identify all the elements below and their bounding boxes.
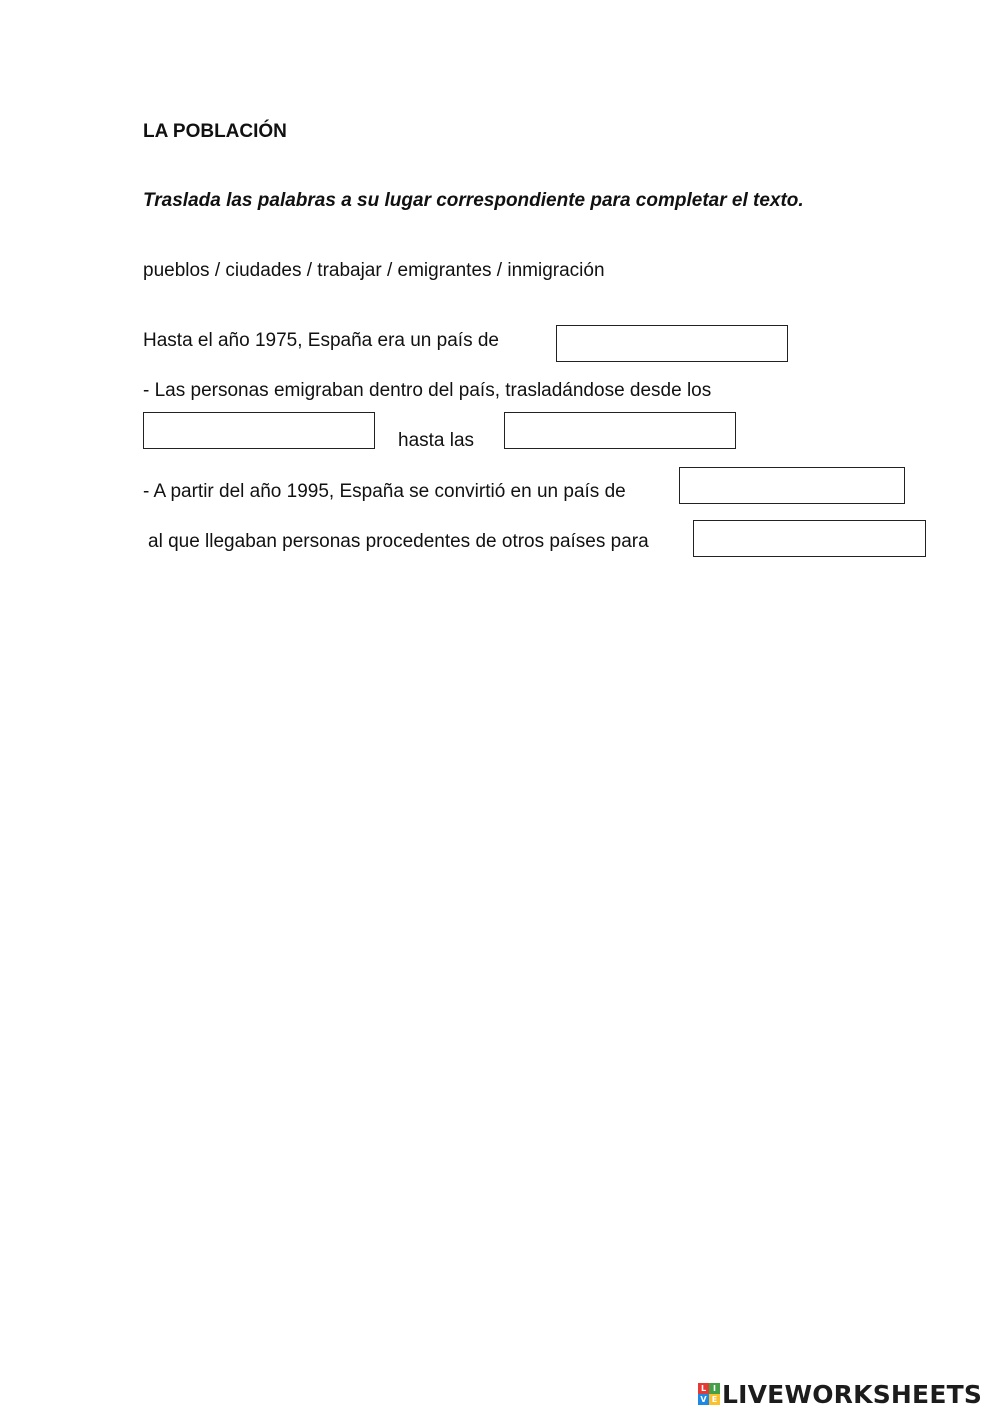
answer-blank-2[interactable] <box>143 412 375 449</box>
brand-name: LIVEWORKSHEETS <box>722 1379 983 1409</box>
logo-letter-e: E <box>709 1394 720 1405</box>
sentence-5-text: al que llegaban personas procedentes de otros países para <box>148 531 649 552</box>
worksheet-title: LA POBLACIÓN <box>143 121 287 142</box>
instruction-text: Traslada las palabras a su lugar correspondiente para completar el texto. <box>143 190 804 211</box>
logo-letter-i: I <box>709 1383 720 1394</box>
answer-blank-3[interactable] <box>504 412 736 449</box>
sentence-3-text: hasta las <box>398 430 475 451</box>
word-bank: pueblos / ciudades / trabajar / emigrantes / inmigración <box>143 260 605 281</box>
liveworksheets-logo-icon <box>698 1383 720 1405</box>
liveworksheets-footer <box>698 1380 982 1408</box>
logo-letter-v: V <box>698 1394 709 1405</box>
sentence-2-text: - Las personas emigraban dentro del país, trasladándose desde los <box>143 380 712 401</box>
answer-blank-5[interactable] <box>693 520 926 557</box>
sentence-1-text: Hasta el año 1975, España era un país de <box>143 330 499 351</box>
answer-blank-1[interactable] <box>556 325 788 362</box>
sentence-4-text: - A partir del año 1995, España se convirtió en un país de <box>143 481 626 502</box>
answer-blank-4[interactable] <box>679 467 905 504</box>
logo-letter-l: L <box>698 1383 709 1394</box>
